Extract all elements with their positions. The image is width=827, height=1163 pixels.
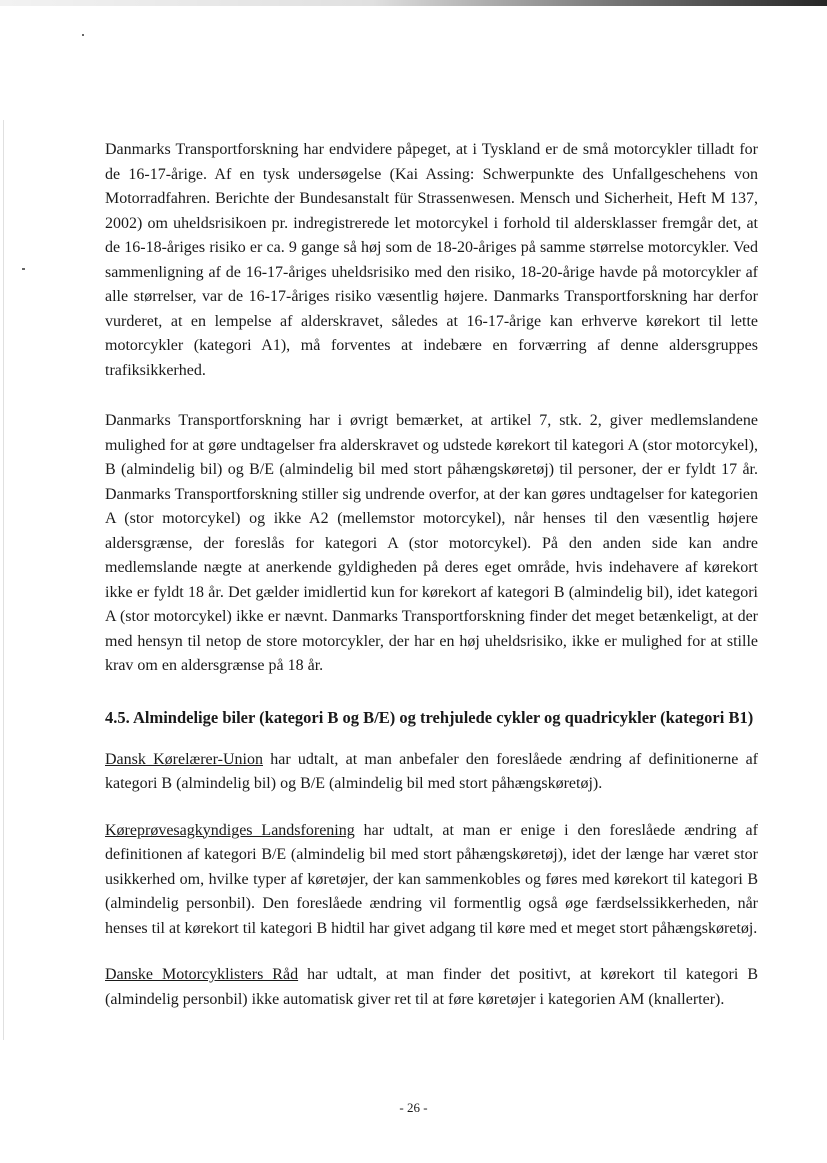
paragraph-german-study: Danmarks Transportforskning har endvidere påpeget, at i Tyskland er de små motorcykler tilladt for de 16-17-årige. Af en tysk undersøgelse (Kai Assing: Schwerpunkte des Unfallgeschehens von Motorradfahren. Berichte der Bundesanstalt für Strassenwesen. Mensch und Sicherheit, Heft M 137, 2002) om uheldsrisikoen pr. indregistrerede let motorcykel i forhold til aldersklasser fremgår det, at de 16-18-åriges risiko er ca. 9 gange så høj som de 18-20-åriges på samme størrelse motorcykler. Ved sammenligning af de 16-17-åriges uheldsrisiko med den risiko, 18-20-årige havde på motorcykler af alle størrelser, var de 16-17-åriges risiko væsentlig højere. Danmarks Transportforskning har derfor vurderet, at en lempelse af alderskravet, således at 16-17-årige kan erhverve kørekort til lette motorcykler (kategori A1), må forventes at indebære en forværring af denne aldersgruppes trafiksikkerhed.: [105, 141, 758, 379]
organization-name: Dansk Kørelærer-Union: [105, 750, 263, 768]
statement-paragraph: [105, 963, 758, 1012]
scan-edge-top: [0, 0, 827, 6]
organization-name: Køreprøvesagkyndiges Landsforening: [105, 821, 355, 839]
scan-speck: [22, 268, 25, 270]
page-number: - 26 -: [399, 1100, 428, 1115]
paragraph-article-7: Danmarks Transportforskning har i øvrigt bemærket, at artikel 7, stk. 2, giver medlemslandene mulighed for at gøre undtagelser fra alderskravet og udstede kørekort til kategori A (stor motorcykel), B (almindelig bil) og B/E (almindelig bil med stort påhængskøretøj) til personer, der er fyldt 17 år. Danmarks Transportforskning stiller sig undrende overfor, at der kan gøres undtagelser for kategorien A (stor motorcykel) og ikke A2 (mellemstor motorcykel), når henses til den væsentlig højere aldersgrænse, der foreslås for kategori A (stor motorcykel). På den anden side kan andre medlemslande nægte at anerkende gyldigheden på deres eget område, hvis indehavere af kørekort ikke er fyldt 18 år. Det gælder imidlertid kun for kørekort af kategori B (almindelig bil), idet kategori A (stor motorcykel) ikke er nævnt. Danmarks Transportforskning finder det meget betænkeligt, at der med hensyn til netop de store motorcykler, der har en høj uheldsrisiko, ikke er mulighed for at stille krav om en aldersgrænse på 18 år.: [105, 412, 758, 674]
statement-text: har udtalt, at man finder det positivt, at kørekort til kategori B (almindelig personbil) ikke automatisk giver ret til at føre køretøjer i kategorien AM (knallerter).: [105, 966, 759, 1008]
scan-edge-left: [3, 120, 4, 1040]
statement-text: har udtalt, at man anbefaler den foreslåede ændring af definitionerne af kategori B (almindelig bil) og B/E (almindelig bil med stort påhængskøretøj).: [105, 750, 759, 792]
document-page: [105, 138, 758, 1034]
statement-paragraph: [105, 748, 758, 797]
statement-paragraph: [105, 819, 758, 942]
statement-text: har udtalt, at man er enige i den foreslåede ændring af definitionen af kategori B/E (almindelig bil med stort påhængskøretøj), idet der længe har været stor usikkerhed om, hvilke typer af køretøjer, der kan sammenkobles og føres med kørekort til kategori B (almindelig personbil). Den foreslåede ændring vil formentlig også øge færdselssikkerheden, når henses til at kørekort til kategori B hidtil har givet adgang til køre med et meget stort påhængskøretøj.: [105, 821, 758, 937]
section-heading-4-5: 4.5. Almindelige biler (kategori B og B/E) og trehjulede cykler og quadricykler (kategori B1): [105, 707, 754, 727]
organization-name: Danske Motorcyklisters Råd: [105, 966, 299, 983]
scan-speck: [82, 34, 84, 36]
